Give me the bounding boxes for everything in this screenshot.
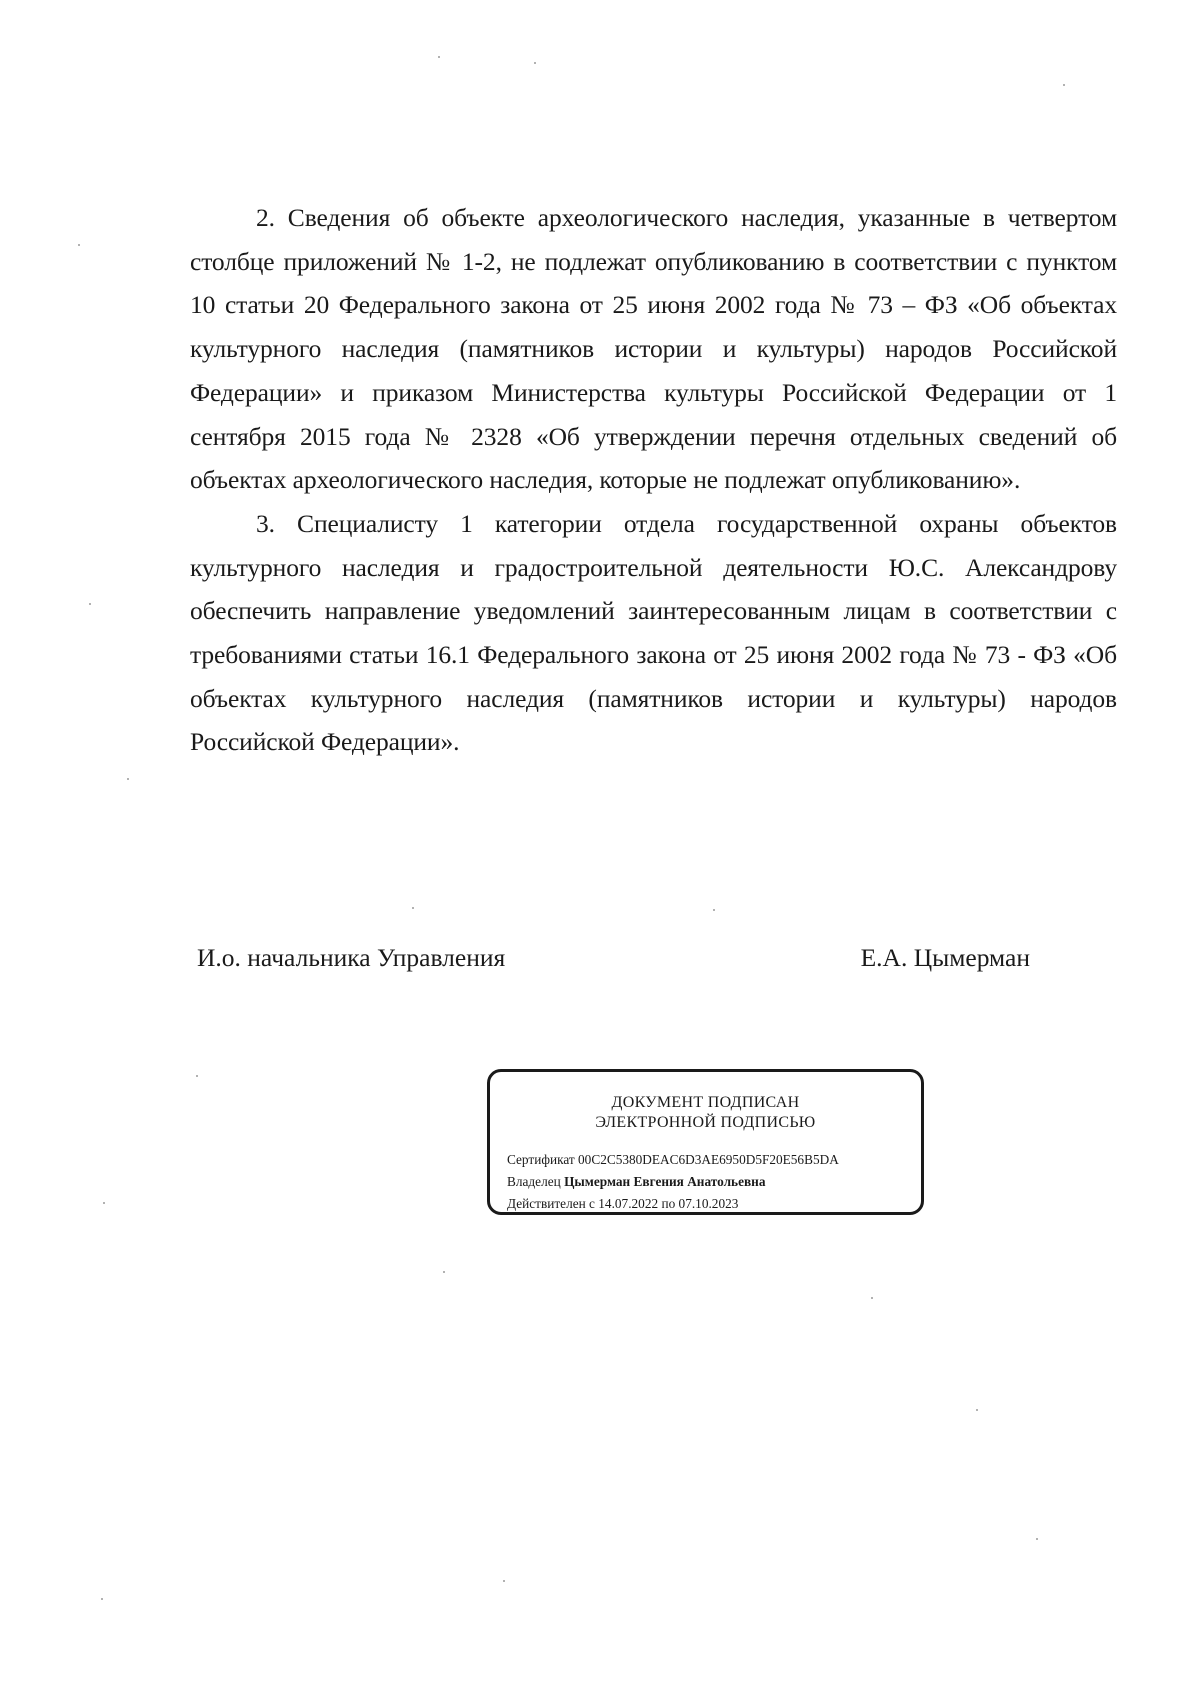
stamp-details [507,1149,839,1215]
paragraph-2: 2. Сведения об объекте археологического наследия, указанные в четвертом столбце приложений № 1-2, не подлежат опубликованию в соответствии с пунктом 10 статьи 20 Федерального закона от 25 июня 2002 года № 73 – ФЗ «Об объектах культурного наследия (памятников истории и культуры) народов Российской Федерации» и приказом Министерства культуры Российской Федерации от 1 сентября 2015 года № 2328 «Об утверждении перечня отдельных сведений об объектах археологического наследия, которые не подлежат опубликованию». [190,203,1117,495]
stamp-heading [490,1093,921,1133]
document-body [190,196,1117,764]
owner-value: Цымерман Евгения Анатольевна [564,1174,766,1189]
scan-speck [871,1297,873,1299]
valid-to-date: 07.10.2023 [678,1196,739,1211]
certificate-label: Сертификат [507,1152,575,1167]
validity-line [507,1193,839,1215]
scan-speck [503,1580,505,1582]
paragraph-3: 3. Специалисту 1 категории отдела государственной охраны объектов культурного наследия и градостроительной деятельности Ю.С. Александрову обеспечить направление уведомлений заинтересованным лицам в соответствии с требованиями статьи 16.1 Федерального закона от 25 июня 2002 года № 73 - ФЗ «Об объектах культурного наследия (памятников истории и культуры) народов Российской Федерации». [190,508,1117,757]
scan-speck [127,778,129,780]
scan-speck [976,1409,978,1411]
scan-speck [78,244,80,246]
certificate-line [507,1149,839,1171]
scan-speck [103,1202,105,1204]
scan-speck [1063,84,1065,86]
valid-to-label: по [661,1196,676,1211]
scan-speck [1036,1538,1038,1540]
electronic-signature-stamp [487,1069,924,1215]
stamp-heading-line-1: ДОКУМЕНТ ПОДПИСАН [611,1094,800,1111]
scan-speck [438,56,440,58]
scan-speck [89,603,91,605]
scan-speck [101,1598,103,1600]
scan-speck [534,62,536,64]
scan-speck [412,907,414,909]
owner-label: Владелец [507,1174,561,1189]
valid-from-date: 14.07.2022 [598,1196,659,1211]
owner-line [507,1171,839,1193]
scan-speck [196,1075,198,1077]
valid-from-label: Действителен с [507,1196,595,1211]
scan-speck [443,1271,445,1273]
stamp-heading-line-2: ЭЛЕКТРОННОЙ ПОДПИСЬЮ [595,1114,816,1131]
certificate-value: 00C2C5380DEAC6D3AE6950D5F20E56B5DA [578,1152,839,1167]
scan-speck [713,909,715,911]
signatory-name: Е.А. Цымерман [860,943,1030,972]
signatory-position: И.о. начальника Управления [197,943,506,972]
